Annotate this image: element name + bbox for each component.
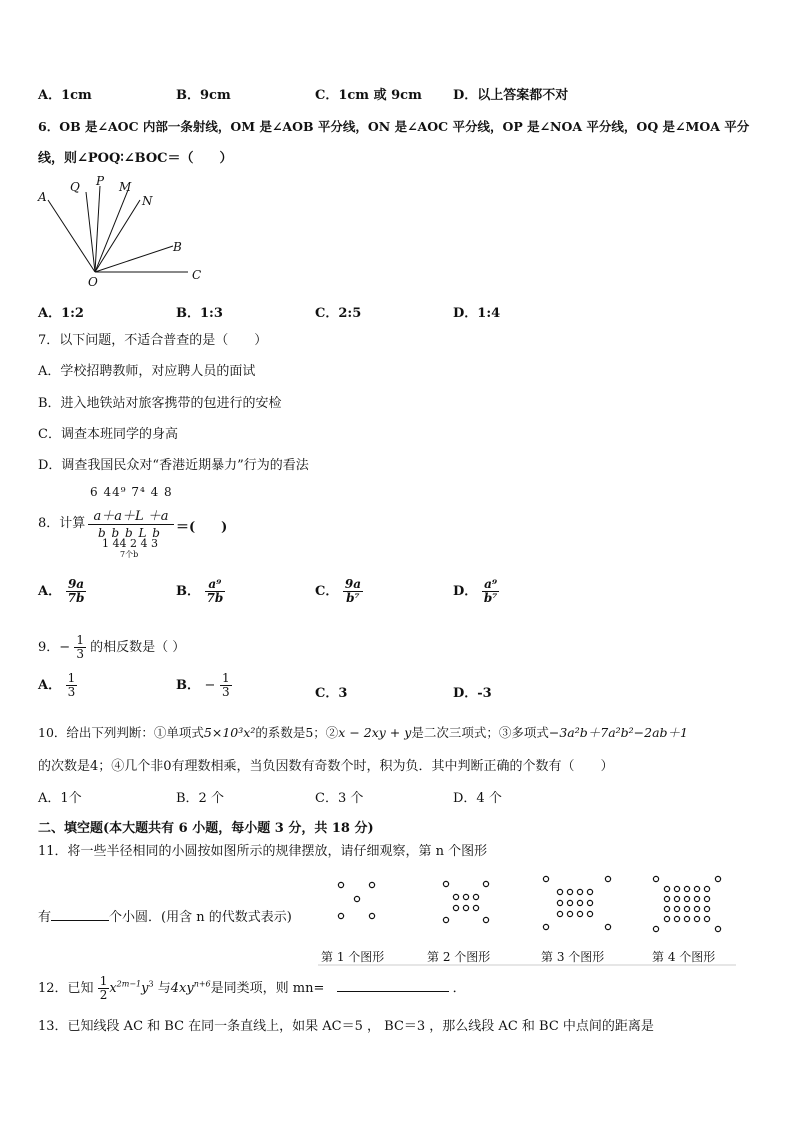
q12-suffix: 是同类项，则 mn=	[210, 981, 325, 996]
frac-num: 1	[76, 633, 84, 647]
small-circle	[684, 886, 689, 891]
small-circle	[694, 916, 699, 921]
q10-expr3: −3a²b＋7a²b²−2ab＋1	[548, 725, 688, 740]
small-circle	[664, 886, 669, 891]
small-circle	[577, 911, 582, 916]
q8-option-a-fraction	[66, 578, 87, 605]
small-circle	[674, 896, 679, 901]
q10-monomial: 5×10³x²	[203, 725, 256, 740]
q10-option-d: D．4 个	[453, 791, 502, 806]
q6-angle-figure	[30, 172, 230, 292]
q11-caption-1: 第 1 个图形	[321, 950, 385, 964]
pattern-figure-1	[338, 882, 374, 918]
small-circle	[543, 924, 548, 929]
q12-answer-blank[interactable]	[337, 991, 449, 992]
small-circle	[543, 876, 548, 881]
q12-stem	[38, 975, 466, 1002]
small-circle	[674, 916, 679, 921]
small-circle	[443, 881, 448, 886]
label-q: Q	[70, 180, 80, 194]
q10-line2: 的次数是4；④几个非0有理数相乘，当负因数有奇数个时，积为负．其中判断正确的个数有（ ）	[38, 759, 614, 774]
small-circle	[715, 876, 720, 881]
q9-stem	[38, 634, 185, 661]
ray-on	[95, 200, 140, 272]
label-n: N	[142, 194, 153, 208]
small-circle	[664, 896, 669, 901]
q10-line1-b: 的系数是5；②	[255, 725, 339, 740]
q8-option-a-letter: A．	[38, 584, 62, 599]
pattern-figure-4	[653, 876, 720, 931]
frac-den: b⁷	[346, 591, 360, 605]
q8-option-d-fraction	[482, 578, 500, 605]
small-circle	[674, 906, 679, 911]
small-circle	[664, 906, 669, 911]
q12-term1-y: y	[141, 981, 149, 996]
small-circle	[557, 900, 562, 905]
frac-den: 3	[67, 685, 76, 699]
q5-option-b: B．9cm	[176, 88, 231, 103]
small-circle	[664, 916, 669, 921]
small-circle	[684, 896, 689, 901]
q10-option-b: B．2 个	[176, 791, 224, 806]
q6-option-a: A．1:2	[38, 306, 84, 321]
q10-line1-c: 是二次三项式；③多项式	[411, 725, 549, 740]
q11-answer-blank[interactable]	[51, 920, 109, 921]
label-a: A	[38, 190, 47, 204]
q10-option-a: A．1个	[38, 791, 82, 806]
q9-prefix: 9．−	[38, 640, 71, 655]
small-circle	[557, 889, 562, 894]
pattern-figure-3	[543, 876, 610, 929]
q12-term2: 4xy	[170, 981, 194, 996]
small-circle	[463, 894, 468, 899]
ray-ob	[95, 246, 173, 272]
q12-term2-exp: n+6	[193, 979, 211, 989]
q13-stem: 13．已知线段 AC 和 BC 在同一条直线上，如果 AC＝5 ， BC＝3 ，那么线段 AC 和 BC 中点间的距离是	[38, 1019, 654, 1034]
frac-num: a⁹	[205, 578, 226, 592]
frac-num: a⁹	[482, 578, 500, 592]
q12-term1-yexp: 3	[148, 979, 154, 989]
small-circle	[694, 906, 699, 911]
frac-den: 3	[76, 647, 84, 661]
small-circle	[684, 916, 689, 921]
frac-den: 2	[99, 988, 108, 1002]
small-circle	[338, 882, 343, 887]
label-c: C	[192, 268, 202, 282]
q9-fraction	[74, 634, 86, 661]
small-circle	[354, 896, 359, 901]
q8-suffix: ＝( )	[176, 520, 228, 535]
frac-num: 1	[67, 671, 76, 685]
q8-garbled-bottom: 1 44 2 4 3	[102, 537, 158, 550]
q7-option-b: B．进入地铁站对旅客携带的包进行的安检	[38, 396, 282, 411]
q5-option-c: C．1cm 或 9cm	[315, 88, 422, 103]
frac-den: 3	[221, 685, 230, 699]
q8-option-b-fraction	[205, 578, 226, 605]
label-p: P	[96, 174, 105, 188]
small-circle	[483, 917, 488, 922]
label-b: B	[173, 240, 182, 254]
q9-option-c: C．3	[315, 686, 348, 701]
small-circle	[674, 886, 679, 891]
small-circle	[483, 881, 488, 886]
q9-option-a-fraction	[66, 672, 78, 699]
small-circle	[587, 889, 592, 894]
q6-stem-line2: 线，则∠POQ∶∠BOC＝（ ）	[38, 151, 233, 166]
q8-option-b	[176, 578, 225, 605]
section-2-heading: 二、填空题(本大题共有 6 小题，每小题 3 分，共 18 分)	[38, 821, 374, 836]
ray-op	[95, 186, 100, 272]
frac-den: 7b	[206, 591, 224, 605]
q6-option-b: B．1:3	[176, 306, 223, 321]
q12-end: ．	[452, 981, 466, 996]
frac-num: 1	[221, 671, 230, 685]
q5-option-a: A．1cm	[38, 88, 92, 103]
q9-option-b-letter: B．	[176, 678, 200, 693]
q7-option-d: D．调查我国民众对“香港近期暴力”行为的看法	[38, 458, 309, 473]
q11-caption-4: 第 4 个图形	[652, 950, 716, 964]
small-circle	[453, 905, 458, 910]
q12-term1: x	[109, 981, 117, 996]
q11-stem: 11．将一些半径相同的小圆按如图所示的规律摆放，请仔细观察，第 n 个图形	[38, 844, 488, 859]
small-circle	[567, 911, 572, 916]
q12-mid: 与	[157, 981, 171, 996]
q8-option-b-letter: B．	[176, 584, 200, 599]
q9-option-b-sign: −	[204, 678, 216, 693]
small-circle	[587, 911, 592, 916]
q7-option-a: A．学校招聘教师，对应聘人员的面试	[38, 364, 256, 379]
q6-option-d: D．1:4	[453, 306, 501, 321]
q9-suffix: 的相反数是（ ）	[90, 640, 186, 655]
q8-option-a	[38, 578, 86, 605]
small-circle	[463, 905, 468, 910]
q9-option-d: D．-3	[453, 686, 492, 701]
q9-option-a	[38, 672, 77, 699]
small-circle	[567, 900, 572, 905]
small-circle	[684, 906, 689, 911]
small-circle	[443, 917, 448, 922]
q10-line1-a: 10．给出下列判断：①单项式	[38, 725, 204, 740]
frac-den: 7b	[67, 591, 85, 605]
q11-caption-2: 第 2 个图形	[427, 950, 491, 964]
small-circle	[473, 905, 478, 910]
small-circle	[587, 900, 592, 905]
q8-option-d-letter: D．	[453, 584, 478, 599]
q12-fraction	[98, 975, 110, 1002]
small-circle	[653, 876, 658, 881]
q8-garbled-top: 6 44⁹ 7⁴ 4 8	[90, 485, 173, 499]
small-circle	[577, 900, 582, 905]
small-circle	[605, 876, 610, 881]
small-circle	[704, 896, 709, 901]
small-circle	[653, 926, 658, 931]
label-o: O	[88, 275, 98, 289]
q8-numerator: a＋a＋L ＋a	[88, 505, 174, 525]
small-circle	[338, 913, 343, 918]
small-circle	[369, 882, 374, 887]
small-circle	[369, 913, 374, 918]
q11-answer-prefix: 有	[38, 910, 52, 925]
q5-option-d: D．以上答案都不对	[453, 88, 569, 103]
small-circle	[605, 924, 610, 929]
small-circle	[704, 916, 709, 921]
q11-answer-line	[38, 910, 292, 926]
label-m: M	[119, 180, 132, 194]
q11-caption-3: 第 3 个图形	[541, 950, 605, 964]
small-circle	[715, 926, 720, 931]
q10-option-c: C．3 个	[315, 791, 364, 806]
q12-term1-exp: 2m−1	[116, 979, 142, 989]
small-circle	[473, 894, 478, 899]
frac-num: 1	[99, 974, 108, 988]
q12-prefix: 12．已知	[38, 981, 94, 996]
q6-option-c: C．2:5	[315, 306, 362, 321]
q8-option-d	[453, 578, 499, 605]
q8-option-c-letter: C．	[315, 584, 339, 599]
q8-garbled-under: 7个b	[120, 550, 139, 559]
small-circle	[704, 906, 709, 911]
small-circle	[694, 896, 699, 901]
q6-stem-line1: 6．OB 是∠AOC 内部一条射线，OM 是∠AOB 平分线，ON 是∠AOC 平分线，OP 是∠NOA 平分线，OQ 是∠MOA 平分	[38, 119, 750, 134]
q9-option-a-letter: A．	[38, 678, 62, 693]
small-circle	[557, 911, 562, 916]
q9-option-b-fraction	[220, 672, 232, 699]
frac-den: b⁷	[483, 591, 498, 605]
frac-num: 9a	[344, 577, 362, 591]
q9-option-b	[176, 672, 232, 699]
q10-line1	[38, 725, 688, 741]
small-circle	[567, 889, 572, 894]
pattern-figure-2	[443, 881, 488, 922]
ray-om	[95, 190, 128, 272]
small-circle	[453, 894, 458, 899]
small-circle	[704, 886, 709, 891]
q8-prefix: 8．计算	[38, 516, 86, 531]
q10-expr2: x − 2xy + y	[338, 725, 412, 740]
small-circle	[577, 889, 582, 894]
q11-answer-suffix: 个小圆．(用含 n 的代数式表示)	[109, 910, 292, 925]
q8-option-c-fraction	[343, 578, 363, 605]
q7-stem: 7．以下问题，不适合普查的是（ ）	[38, 333, 268, 348]
q8-option-c	[315, 578, 363, 605]
frac-num: 9a	[66, 578, 87, 592]
small-circle	[694, 886, 699, 891]
q8-denominator: b b b L b	[98, 526, 161, 540]
q7-option-c: C．调查本班同学的身高	[38, 427, 178, 442]
